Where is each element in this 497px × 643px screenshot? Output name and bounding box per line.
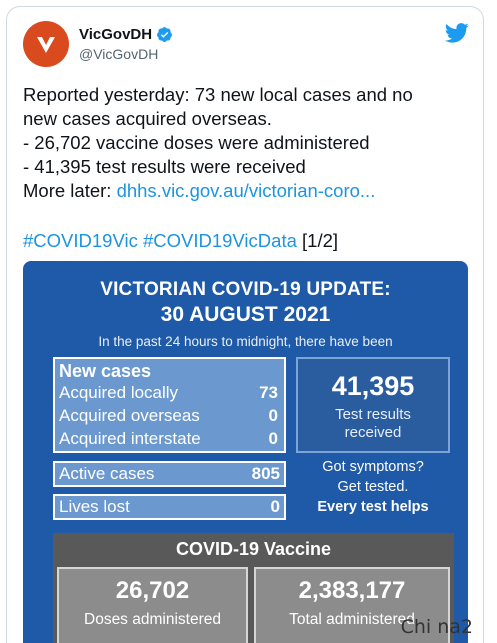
active-cases-label: Active cases	[59, 464, 155, 483]
total-label: Total administered	[289, 611, 415, 628]
more-later-line	[23, 179, 473, 203]
tweet-link[interactable]: dhhs.vic.gov.au/victorian-coro...	[116, 180, 376, 201]
test-results-value: 41,395	[331, 371, 415, 401]
doses-value: 26,702	[115, 577, 190, 604]
symptoms-line: Get tested.	[337, 479, 409, 495]
active-cases-box	[53, 461, 286, 487]
cases-row-value: 0	[268, 406, 278, 425]
lives-lost-value: 0	[270, 497, 280, 516]
hashtag-covid19vicdata[interactable]: #COVID19VicData	[142, 230, 297, 251]
test-results-label	[298, 406, 448, 442]
twitter-bird-icon[interactable]	[445, 23, 469, 43]
tweet-header	[23, 21, 173, 67]
tweet-line: Reported yesterday: 73 new local cases and no	[23, 84, 413, 105]
symptoms-message	[296, 457, 450, 517]
cases-row	[59, 406, 278, 426]
display-name-text[interactable]: VicGovDH	[79, 25, 153, 43]
more-later-prefix: More later:	[23, 180, 117, 201]
new-cases-heading: New cases	[59, 361, 152, 381]
total-value: 2,383,177	[298, 577, 406, 604]
card-date: 30 AUGUST 2021	[160, 303, 331, 326]
victoria-logo-icon	[30, 28, 62, 60]
display-name[interactable]	[79, 26, 173, 44]
tweet-line: new cases acquired overseas.	[23, 108, 272, 129]
hashtag-covid19vic[interactable]: #COVID19Vic	[23, 230, 138, 251]
lives-lost-label: Lives lost	[59, 497, 130, 516]
card-title: VICTORIAN COVID-19 UPDATE:	[100, 279, 391, 300]
doses-box	[57, 567, 248, 643]
cases-row-label: Acquired overseas	[59, 406, 200, 425]
watermark: Chi na2	[400, 616, 473, 638]
vaccine-title: COVID-19 Vaccine	[175, 539, 332, 559]
new-cases-box	[53, 357, 286, 453]
symptoms-line: Every test helps	[317, 499, 429, 515]
cases-row-value: 73	[259, 383, 278, 402]
cases-row-value: 0	[268, 429, 278, 448]
tweet-line: - 41,395 test results were received	[23, 156, 306, 177]
avatar[interactable]	[23, 21, 69, 67]
card-subtitle: In the past 24 hours to midnight, there have been	[98, 334, 393, 349]
cases-row-label: Acquired locally	[59, 383, 179, 402]
cases-row	[59, 383, 278, 403]
active-cases-value: 805	[251, 464, 280, 483]
lives-lost-box	[53, 494, 286, 520]
tweet-line: - 26,702 vaccine doses were administered	[23, 132, 370, 153]
cases-row	[59, 429, 278, 449]
covid-update-image[interactable]	[23, 261, 468, 643]
doses-label: Doses administered	[84, 611, 221, 628]
test-results-label-line: received	[344, 424, 402, 441]
symptoms-line: Got symptoms?	[322, 459, 424, 475]
vaccine-panel	[53, 533, 454, 643]
hashtag-line	[23, 229, 338, 253]
cases-row-label: Acquired interstate	[59, 429, 201, 448]
handle[interactable]: @VicGovDH	[79, 45, 159, 62]
test-results-label-line: Test results	[335, 406, 411, 423]
tweet-card[interactable]	[6, 6, 484, 643]
test-results-box	[296, 357, 450, 453]
tweet-text	[23, 83, 473, 203]
verified-badge-icon	[156, 26, 173, 43]
thread-marker: [1/2]	[302, 230, 339, 251]
